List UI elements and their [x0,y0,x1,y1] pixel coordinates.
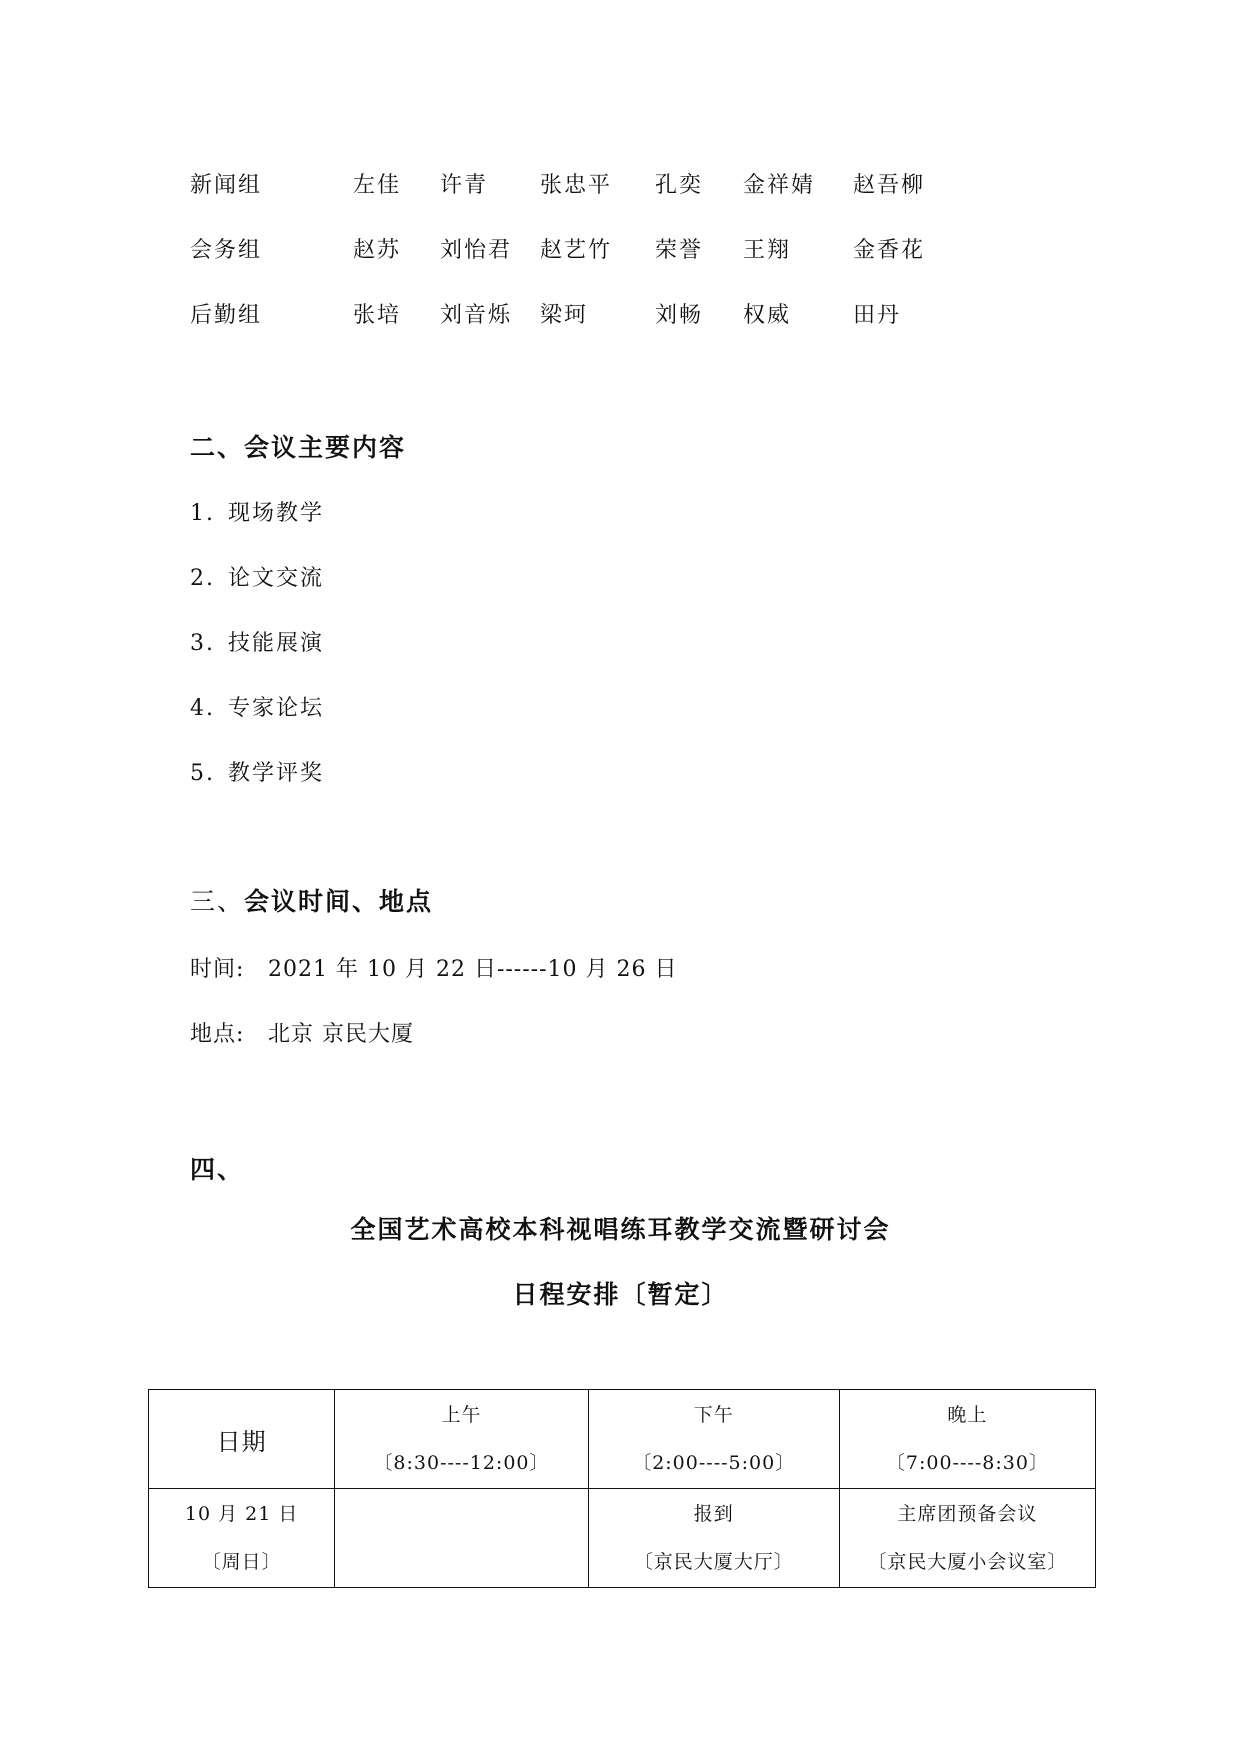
header-time-range: 〔7:00----8:30〕 [885,1452,1049,1474]
date-text: 10 月 21 日 [184,1503,299,1525]
list-item [190,626,324,691]
weekday-text: 〔周日〕 [201,1551,282,1573]
group-member: 金祥婧 [743,173,816,198]
group-name: 会务组 [190,238,263,263]
group-member: 王翔 [743,238,792,263]
group-member: 权威 [743,303,792,328]
group-name: 后勤组 [190,303,263,328]
main-content-list [190,496,324,821]
time-label: 时间: [190,957,245,982]
list-item-number: 5. [190,761,215,786]
group-member: 孔奕 [655,173,704,198]
list-item-text: 专家论坛 [228,696,325,721]
meeting-place [190,1017,414,1048]
column-header-date: 日期 [149,1390,335,1489]
event-text: 主席团预备会议 [897,1503,1038,1525]
evening-cell [839,1489,1095,1588]
group-member: 田丹 [853,303,902,328]
place-value: 北京 京民大厦 [268,1022,414,1047]
list-item [190,561,324,626]
section-number: 三、 [190,887,245,916]
section-heading-main-content: 二、会议主要内容 [190,433,407,462]
group-member: 梁珂 [540,303,589,328]
list-item-text: 论文交流 [228,566,325,591]
group-member: 刘畅 [655,303,704,328]
schedule-title: 全国艺术高校本科视唱练耳教学交流暨研讨会 [350,1215,891,1244]
group-member: 张培 [353,303,402,328]
date-cell [149,1489,335,1588]
afternoon-cell [588,1489,839,1588]
group-member: 赵吾柳 [853,173,926,198]
list-item [190,756,324,821]
list-item [190,496,324,561]
event-location: 〔京民大厦小会议室〕 [867,1551,1068,1573]
column-header-evening [839,1390,1095,1489]
group-member: 刘怡君 [440,238,513,263]
time-value: 2021 年 10 月 22 日------10 月 26 日 [268,957,678,982]
list-item-number: 4. [190,696,215,721]
header-label: 下午 [693,1404,734,1426]
table-header-row [149,1390,1096,1489]
section-heading-time-place [190,882,433,918]
header-time-range: 〔2:00----5:00〕 [632,1452,796,1474]
group-member: 刘音烁 [440,303,513,328]
group-member: 赵艺竹 [540,238,613,263]
morning-cell [335,1489,588,1588]
header-time-range: 〔8:30----12:00〕 [373,1452,550,1474]
place-label: 地点: [190,1022,245,1047]
list-item-text: 技能展演 [228,631,325,656]
group-member: 荣誉 [655,238,704,263]
section-title: 会议时间、地点 [244,887,434,916]
group-member: 金香花 [853,238,926,263]
schedule-table [148,1389,1096,1588]
schedule-subtitle: 日程安排〔暂定〕 [512,1280,729,1309]
event-text: 报到 [693,1503,734,1525]
group-member: 左佳 [353,173,402,198]
event-location: 〔京民大厦大厅〕 [633,1551,794,1573]
list-item-text: 教学评奖 [228,761,325,786]
list-item [190,691,324,756]
column-header-morning [335,1390,588,1489]
meeting-time [190,952,678,983]
header-label: 上午 [441,1404,482,1426]
group-member: 张忠平 [540,173,613,198]
header-label: 晚上 [947,1404,988,1426]
group-member: 许青 [440,173,489,198]
group-name: 新闻组 [190,173,263,198]
section-heading-schedule: 四、 [190,1155,245,1184]
column-header-afternoon [588,1390,839,1489]
list-item-text: 现场教学 [228,501,325,526]
list-item-number: 3. [190,631,215,656]
list-item-number: 1. [190,501,215,526]
list-item-number: 2. [190,566,215,591]
group-member: 赵苏 [353,238,402,263]
table-row [149,1489,1096,1588]
